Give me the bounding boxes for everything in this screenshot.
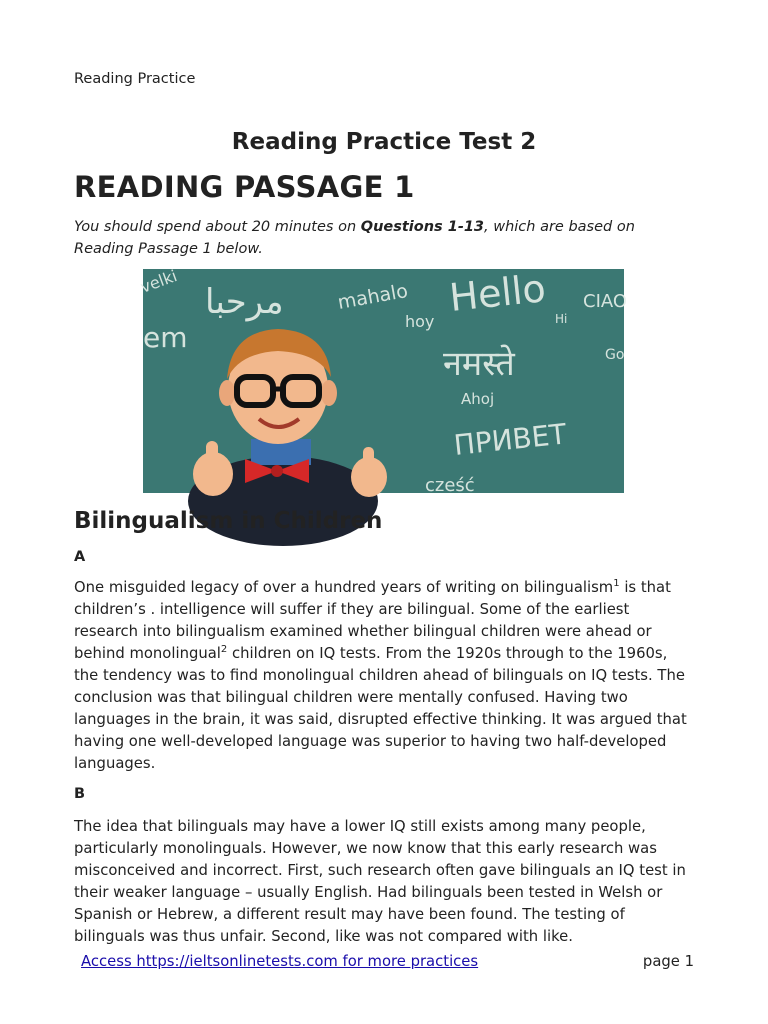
chalk-word: Hello <box>447 266 548 320</box>
chalk-word: Ahoj <box>461 390 495 408</box>
paragraph-a-text-3: children on IQ tests. From the 1920s through to the 1960s, the tendency was to find monolingual children ahead of bilinguals on IQ tests. The conclusion was that bilingual children were mentally confused. Having two languages in the brain, it was said, disrupted effective thinking. It was argued that having one well-developed language was superior to having two half-developed languages. <box>74 645 687 772</box>
paragraph-a-text-2: is that children’s . intelligence will suffer if they are bilingual. Some of the earliest research into bilingualism examined whether bilingual children were ahead or behind monolingual <box>74 579 671 662</box>
instructions <box>74 216 674 260</box>
chalk-word: مرحبا <box>205 282 284 322</box>
hero-image <box>137 266 628 496</box>
instructions-text-2: , which are based on Reading Passage 1 below. <box>74 219 635 257</box>
footer-link[interactable]: Access https://ieltsonlinetests.com for more practices <box>81 953 479 970</box>
chalk-word: cześć <box>425 475 475 496</box>
article-title: Bilingualism in Children <box>74 508 383 534</box>
page-number: page 1 <box>642 953 694 970</box>
section-paragraph-a <box>74 577 696 775</box>
chalk-word: CIAO <box>583 291 628 312</box>
footnote-ref-2: 2 <box>220 644 228 656</box>
test-title: Reading Practice Test 2 <box>231 129 537 155</box>
chalk-word: mahalo <box>336 279 410 314</box>
section-paragraph-b: The idea that bilinguals may have a lower IQ still exists among many people, particularly monolinguals. However, we now know that this early research was misconceived and incorrect. First, such research often gave bilinguals an IQ test in their weaker language – usually English. Had bilinguals been tested in Welsh or Spanish or Hebrew, a different result may have been found. The testing of bilinguals was thus unfair. Second, like was not compared with like. <box>74 818 686 945</box>
paragraph-a-text-1: One misguided legacy of over a hundred years of writing on bilingualism <box>74 579 614 596</box>
chalkboard-illustration <box>137 266 628 496</box>
instructions-questions: Questions 1-13 <box>360 219 485 235</box>
chalk-word: em <box>143 321 188 354</box>
chalk-word: नमस्ते <box>443 344 515 384</box>
section-label-b: B <box>74 786 86 802</box>
chalk-word: velki <box>137 266 180 297</box>
passage-heading: READING PASSAGE 1 <box>74 170 415 204</box>
chalk-word: Go <box>605 347 625 363</box>
chalk-word: hoy <box>405 312 435 331</box>
section-label-a: A <box>74 549 86 565</box>
running-head: Reading Practice <box>74 71 196 87</box>
chalk-word: ПРИВЕТ <box>452 417 569 462</box>
footnote-ref-1: 1 <box>613 578 620 590</box>
chalk-word: Hi <box>555 312 568 326</box>
instructions-text-1: You should spend about 20 minutes on <box>74 219 361 235</box>
